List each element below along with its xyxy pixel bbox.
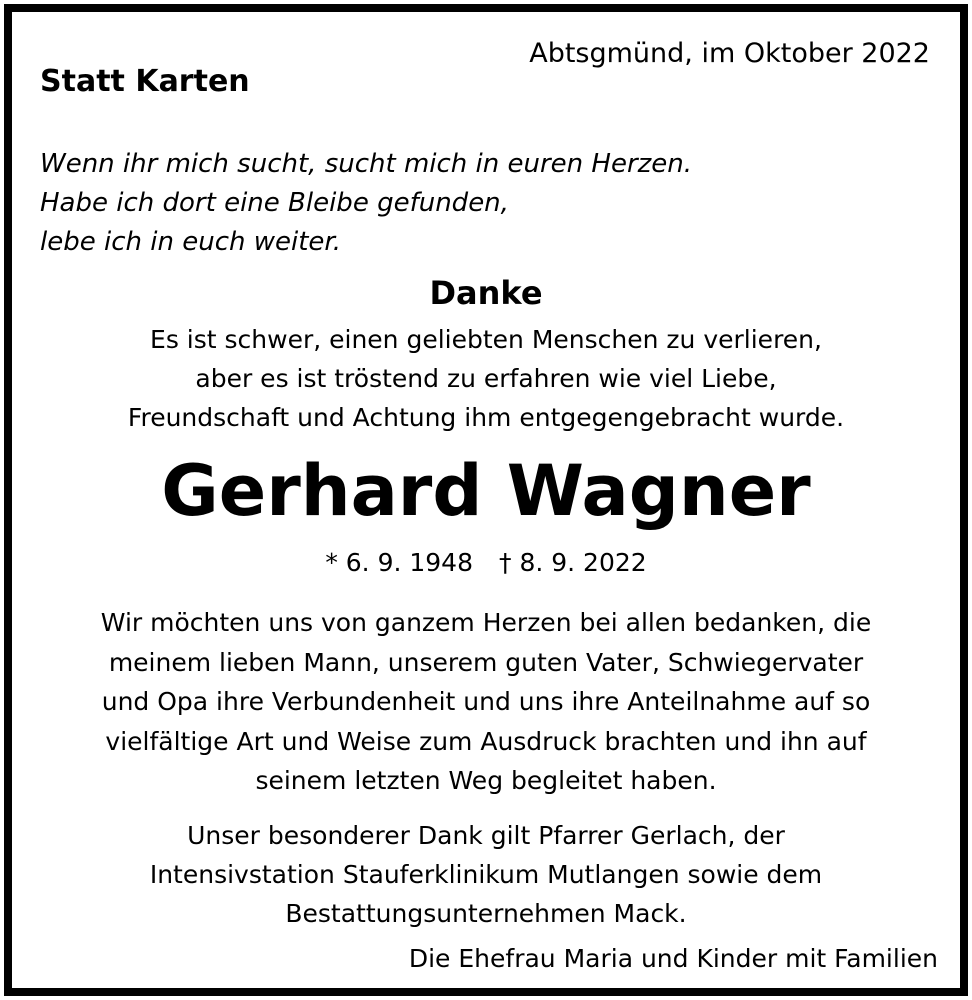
danke-heading: Danke xyxy=(429,274,543,312)
special-thanks-line: Unser besonderer Dank gilt Pfarrer Gerlach, der xyxy=(187,821,785,850)
death-date: † 8. 9. 2022 xyxy=(499,548,647,577)
obituary-card xyxy=(4,4,968,996)
intro-text xyxy=(12,320,960,437)
poem xyxy=(40,145,840,262)
special-thanks xyxy=(12,816,960,933)
poem-line: lebe ich in euch weiter. xyxy=(40,227,341,257)
deceased-name: Gerhard Wagner xyxy=(161,450,811,532)
thanks-text xyxy=(12,603,960,801)
intro-line: Freundschaft und Achtung ihm entgegengebracht wurde. xyxy=(127,403,845,432)
thanks-line: und Opa ihre Verbundenheit und uns ihre Anteilnahme auf so xyxy=(101,687,871,716)
statt-karten-heading: Statt Karten xyxy=(40,64,250,99)
birth-date: * 6. 9. 1948 xyxy=(325,548,473,577)
poem-line: Habe ich dort eine Bleibe gefunden, xyxy=(40,188,509,218)
signature: Die Ehefrau Maria und Kinder mit Familien xyxy=(408,944,938,973)
place-date: Abtsgmünd, im Oktober 2022 xyxy=(529,38,930,69)
life-dates xyxy=(12,548,960,577)
thanks-line: Wir möchten uns von ganzem Herzen bei allen bedanken, die xyxy=(100,608,872,637)
special-thanks-line: Bestattungsunternehmen Mack. xyxy=(285,899,687,928)
poem-line: Wenn ihr mich sucht, sucht mich in euren Herzen. xyxy=(40,149,693,179)
intro-line: aber es ist tröstend zu erfahren wie viel Liebe, xyxy=(195,364,777,393)
special-thanks-line: Intensivstation Stauferklinikum Mutlangen sowie dem xyxy=(149,860,823,889)
thanks-line: seinem letzten Weg begleitet haben. xyxy=(255,766,717,795)
thanks-line: vielfältige Art und Weise zum Ausdruck brachten und ihn auf xyxy=(105,726,867,756)
thanks-line: meinem lieben Mann, unserem guten Vater, Schwiegervater xyxy=(108,647,864,677)
intro-line: Es ist schwer, einen geliebten Menschen zu verlieren, xyxy=(150,325,822,354)
